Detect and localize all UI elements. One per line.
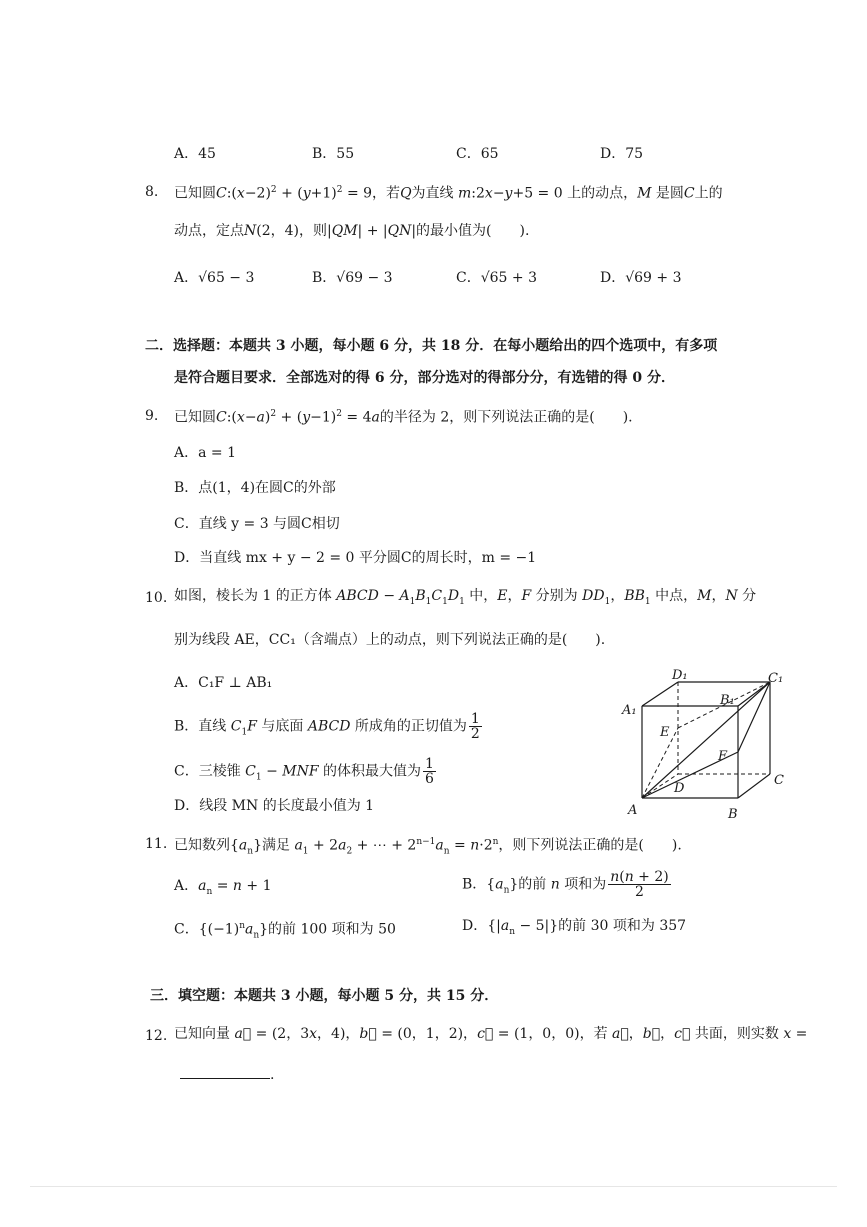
q8-option-b: B．√69 − 3 (312, 270, 393, 286)
q9-stem: 已知圆$C:(x-a)^2 + (y-1)^2 = 4a$的半径为 2，则下列说法正确的是( ). (174, 409, 633, 426)
q8-stem-line2: 动点，定点N(2，4)，则|QM| + |QN|的最小值为( ). (174, 223, 530, 239)
q7-option-c: C．65 (456, 146, 499, 162)
q7-option-d: D．75 (600, 146, 644, 162)
label-c: C (774, 773, 784, 788)
label-f: F (718, 749, 728, 764)
page-bottom-rule (30, 1186, 837, 1187)
q9-option-a: A．a = 1 (174, 445, 236, 461)
q8-option-c: C．√65 + 3 (456, 270, 537, 286)
label-d: D (674, 781, 685, 796)
q10-number: 10. (145, 590, 168, 606)
q10-option-a: A．C₁F ⊥ AB₁ (174, 675, 273, 691)
label-c1: C₁ (768, 671, 784, 686)
q7-option-a: A．45 (174, 146, 216, 162)
q10-option-b: B．直线 $C_1F$ 与底面 ABCD 所成角的正切值为 $\frac{1}{2}$ (174, 711, 480, 742)
q11-number: 11. (145, 836, 168, 852)
section2-heading-cont: 是符合题目要求．全部选对的得 6 分，部分选对的得部分分，有选错的得 0 分． (174, 370, 675, 386)
label-b: B (728, 807, 738, 822)
q8-option-d: D．√69 + 3 (600, 270, 682, 286)
q8-option-a: A．√65 − 3 (174, 270, 255, 286)
q10-option-d: D．线段 MN 的长度最小值为 1 (174, 798, 375, 814)
section2-heading: 二．选择题：本题共 3 小题，每小题 6 分，共 18 分．在每小题给出的四个选项中，有多项 (145, 338, 718, 354)
q10-option-c: C．三棱锥 $C_1$ − MNF 的体积最大值为 $\frac{1}{6}$ (174, 756, 434, 787)
label-d1: D₁ (672, 668, 688, 683)
q7-option-b: B．55 (312, 146, 355, 162)
q10-stem-line1: 如图，棱长为 1 的正方体 ABCD − $A_1B_1C_1D_1$ 中，E，F 分别为 $DD_1$，$BB_1$ 中点，M，N 分 (174, 588, 757, 607)
q11-option-b: B．$\{a_n\}$的前 n 项和为 $\frac{n(n + 2)}{2}$ (462, 869, 669, 900)
label-e: E (660, 725, 670, 740)
q9-option-c: C．直线 y = 3 与圆C相切 (174, 516, 340, 532)
q8-stem-line1: 已知圆$C:(x-2)^2 + (y+1)^2 = 9$，若Q为直线 m:2x−y+5 = 0 上的动点，M 是圆C上的 (174, 185, 723, 202)
q9-number: 9. (145, 408, 159, 424)
q9-option-d: D．当直线 mx + y − 2 = 0 平分圆C的周长时，m = −1 (174, 550, 537, 566)
q9-option-b: B．点(1，4)在圆C的外部 (174, 480, 336, 496)
q12-number: 12. (145, 1028, 168, 1044)
label-a: A (628, 803, 638, 818)
q12-stem: 已知向量 a⃗ = (2，3x，4)，b⃗ = (0，1，2)，c⃗ = (1，0，0)，若 a⃗，b⃗，c⃗ 共面，则实数 x = (174, 1026, 808, 1042)
q8-number: 8. (145, 184, 159, 200)
q11-option-a: A．$a_n = n + 1$ (174, 878, 272, 897)
q12-answer-blank[interactable]: . (180, 1064, 274, 1085)
q11-option-d: D．$\{|a_n - 5|\}$的前 30 项和为 357 (462, 918, 687, 937)
cube-figure (620, 668, 790, 824)
label-b1: B₁ (720, 693, 735, 708)
section3-heading: 三．填空题：本题共 3 小题，每小题 5 分，共 15 分． (150, 988, 499, 1004)
label-a1: A₁ (622, 703, 637, 718)
q11-stem: 已知数列$\{a_n\}$满足 $a_1 + 2a_2$ + ⋯ + $2^{n-1}a_n = n\cdot 2^n$，则下列说法正确的是( ). (174, 837, 682, 857)
q11-option-c: C．$\{(-1)^na_n\}$的前 100 项和为 50 (174, 921, 396, 941)
q10-stem-line2: 别为线段 AE，CC₁（含端点）上的动点，则下列说法正确的是( ). (174, 632, 606, 648)
